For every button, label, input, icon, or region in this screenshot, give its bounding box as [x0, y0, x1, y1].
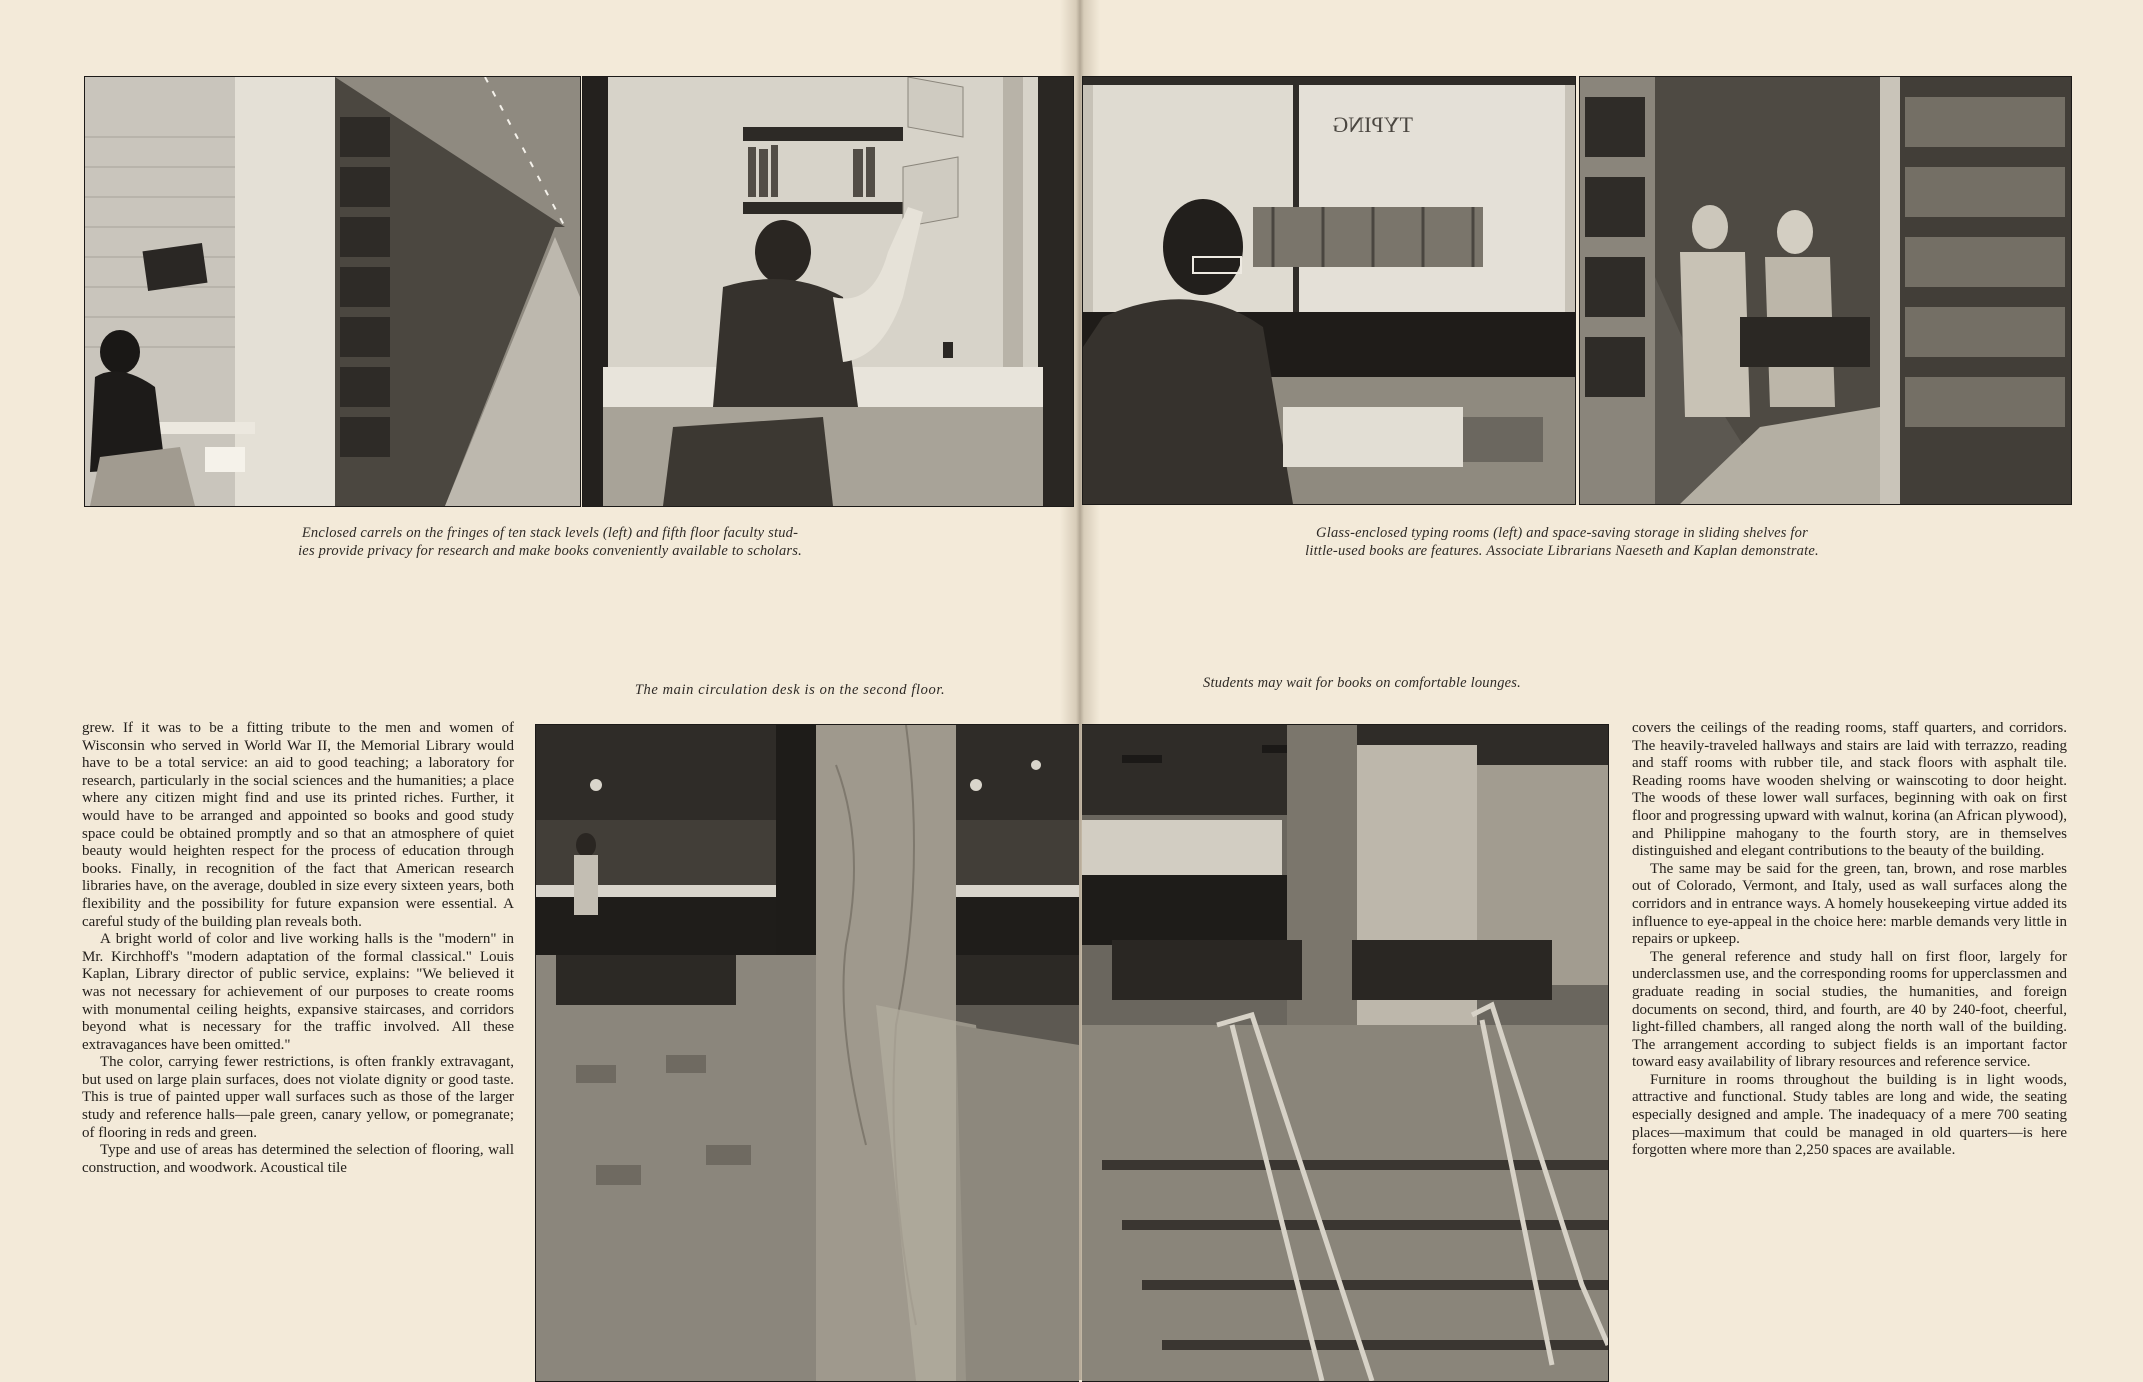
right-body-column	[1632, 720, 2067, 1160]
caption-line: Glass-enclosed typing rooms (left) and space-saving storage in sliding shelves for	[1316, 525, 1808, 541]
right-page	[1082, 0, 2143, 1380]
photo-typing-room	[1082, 76, 1576, 505]
paragraph: Furniture in rooms throughout the building is in light woods, attractive and functional. Study tables are long and wide, the seating especially designed and ample. The inadequacy of a mere 700 seating places—maximum that could be managed in old quarters—is here forgotten where more than 2,250 spaces are available.	[1632, 1071, 2067, 1159]
photo-faculty-study	[582, 76, 1074, 507]
caption-typing-storage	[1192, 524, 1932, 560]
paragraph: The general reference and study hall on first floor, largely for underclassmen use, and the corresponding rooms for upperclassmen and graduate reading in social studies, the humanities, and foreign documents on second, third, and fourth, are 40 by 240-foot, cheerful, light-filled chambers, all ranged along the north wall of the building. The arrangement according to subject fields is an important factor toward easy availability of library resources and reference service.	[1632, 948, 2067, 1071]
photo-lounges	[1082, 724, 1609, 1382]
caption-line: little-used books are features. Associate Librarians Naeseth and Kaplan demonstrate.	[1305, 543, 1819, 559]
caption-line: Enclosed carrels on the fringes of ten stack levels (left) and fifth floor faculty stud-	[301, 525, 799, 541]
paragraph: covers the ceilings of the reading rooms, staff quarters, and corridors. The heavily-traveled hallways and stairs are laid with terrazzo, reading and staff rooms with rubber tile, and stack floors with asphalt tile. Reading rooms have wooden shelving or wainscoting to door height. The woods of these lower wall surfaces, beginning with oak on first floor and progressing upward with walnut, korina (an African plywood), and Philippine mahogany to the fourth story, are in themselves distinguished and elegant contributions to the beauty of the building.	[1632, 720, 2067, 860]
typing-sign-text: TYPING	[1332, 112, 1413, 137]
caption-circulation-desk: The main circulation desk is on the second floor.	[634, 682, 946, 698]
paragraph: The color, carrying fewer restrictions, is often frankly extravagant, but used on large plain surfaces, does not violate dignity or good taste. This is true of painted upper wall surfaces such as those of the larger study and reference halls—pale green, canary yellow, or pomegranate; of flooring in reds and green.	[82, 1054, 514, 1141]
caption-lounges: Students may wait for books on comfortable lounges.	[1203, 675, 1521, 691]
photo-stack-carrel	[84, 76, 581, 507]
paragraph: grew. If it was to be a fitting tribute to the men and women of Wisconsin who served in World War II, the Memorial Library would have to be a total service: an aid to good teaching; a laboratory for research, particularly in the social sciences and the humanities; a place where any citizen might find and use its printed riches. Further, it would have to be arranged and appointed so books and good study space could be obtained promptly and so that an atmosphere of quiet beauty would heighten respect for the process of education through books. Finally, in recognition of the fact that American research libraries have, on the average, doubled in size every sixteen years, both flexibility and the possibility for future expansion were essential. A careful study of the building plan reveals both.	[82, 720, 514, 930]
left-body-column	[82, 720, 514, 1177]
paragraph: Type and use of areas has determined the selection of flooring, wall construction, and woodwork. Acoustical tile	[82, 1142, 514, 1176]
paragraph: A bright world of color and live working halls is the "modern" in Mr. Kirchhoff's "modern adaptation of the formal classical." Louis Kaplan, Library director of public service, explains: "We believed it was not necessary for achievement of our purposes to create rooms with monumental ceiling heights, expansive staircases, and corridors beyond what is necessary for the traffic involved. All these extravagances have been omitted."	[82, 931, 514, 1053]
photo-sliding-shelves	[1579, 76, 2072, 505]
caption-carrels-studies	[200, 524, 900, 560]
paragraph: The same may be said for the green, tan, brown, and rose marbles out of Colorado, Vermont, and Italy, used as wall surfaces along the corridors and in entrance ways. A homely housekeeping virtue added its influence to eye-appeal in the choice here: marble demands very little in repairs or upkeep.	[1632, 860, 2067, 948]
photo-circulation-desk	[535, 724, 1079, 1382]
caption-line: ies provide privacy for research and make books conveniently available to scholars.	[298, 543, 802, 559]
